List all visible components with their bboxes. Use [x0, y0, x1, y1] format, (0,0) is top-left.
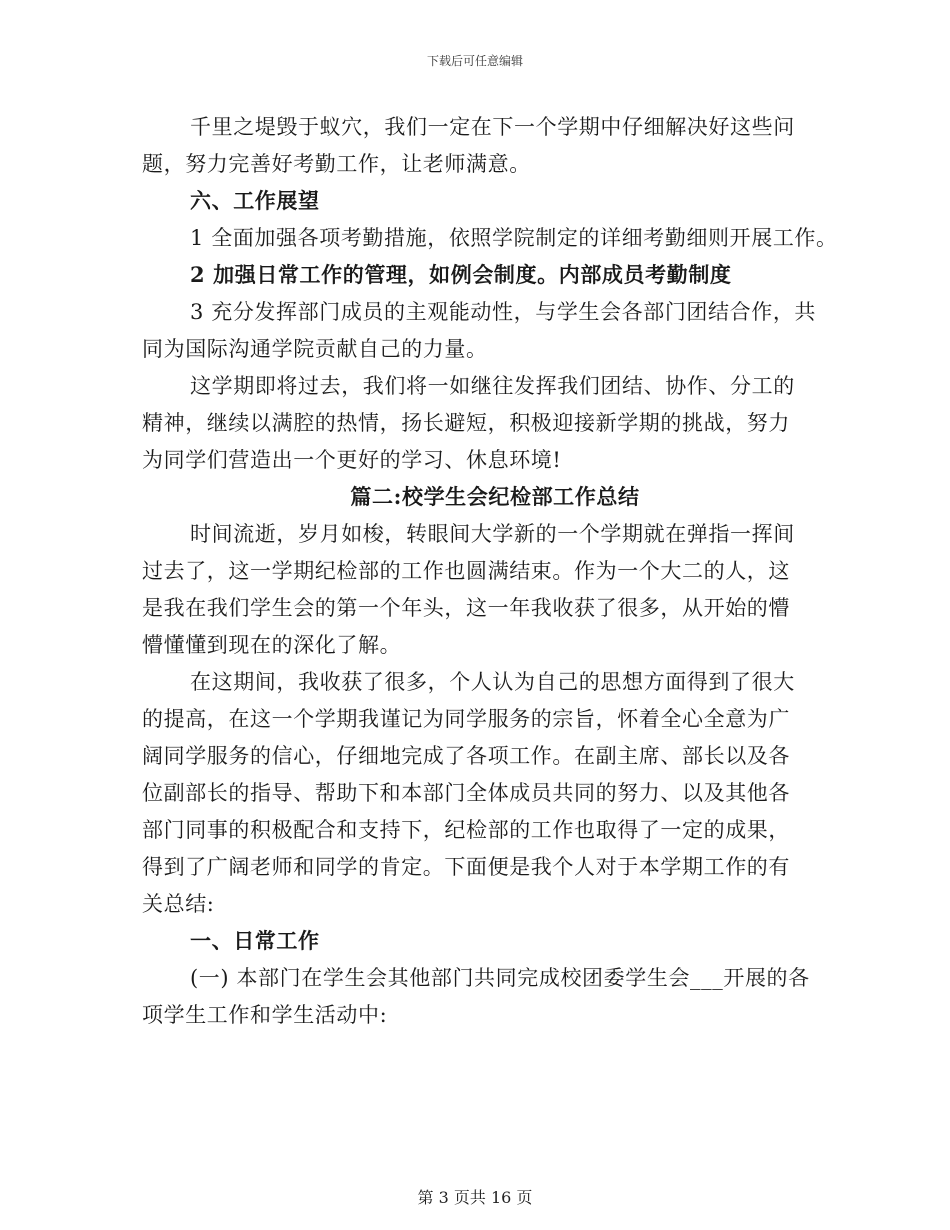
body-line: 懵懂懂到现在的深化了解。 — [142, 633, 402, 657]
body-line: 精神，继续以满腔的热情，扬长避短，积极迎接新学期的挑战，努力 — [142, 411, 790, 435]
body-line: 的提高，在这一个学期我谨记为同学服务的宗旨，怀着全心全意为广 — [142, 707, 790, 731]
body-line: 是我在我们学生会的第一个年头，这一年我收获了很多，从开始的懵 — [142, 596, 790, 620]
body-line: 得到了广阔老师和同学的肯定。下面便是我个人对于本学期工作的有 — [142, 855, 790, 879]
body-line: 阔同学服务的信心，仔细地完成了各项工作。在副主席、部长以及各 — [142, 744, 790, 768]
body-line: 为同学们营造出一个更好的学习、休息环境! — [142, 448, 562, 472]
body-line: 部门同事的积极配合和支持下，纪检部的工作也取得了一定的成果， — [142, 818, 790, 842]
body-line: 过去了，这一学期纪检部的工作也圆满结束。作为一个大二的人，这 — [142, 559, 790, 583]
body-line: 位副部长的指导、帮助下和本部门全体成员共同的努力、以及其他各 — [142, 781, 790, 805]
page-footer: 第 3 页共 16 页 — [417, 1188, 533, 1207]
section-heading: 一、日常工作 — [190, 928, 320, 953]
body-line: 1 全面加强各项考勤措施，依照学院制定的详细考勤细则开展工作。 — [190, 226, 838, 250]
body-line: 在这期间，我收获了很多，个人认为自己的思想方面得到了很大 — [190, 670, 795, 694]
body-line: 这学期即将过去，我们将一如继往发挥我们团结、协作、分工的 — [190, 374, 795, 398]
body-line-bold: 2 加强日常工作的管理，如例会制度。内部成员考勤制度 — [190, 262, 732, 287]
body-line: 项学生工作和学生活动中: — [142, 1003, 388, 1027]
body-line: 千里之堤毁于蚁穴，我们一定在下一个学期中仔细解决好这些问 — [190, 115, 795, 139]
body-line: 同为国际沟通学院贡献自己的力量。 — [142, 337, 488, 361]
article-title: 篇二:校学生会纪检部工作总结 — [350, 484, 640, 509]
body-line: 3 充分发挥部门成员的主观能动性，与学生会各部门团结合作，共 — [190, 300, 817, 324]
body-line: (一) 本部门在学生会其他部门共同完成校团委学生会___开展的各 — [190, 966, 810, 990]
section-heading: 六、工作展望 — [190, 188, 320, 213]
page-header: 下载后可任意编辑 — [426, 54, 523, 68]
body-line: 题，努力完善好考勤工作，让老师满意。 — [142, 152, 531, 176]
body-line: 时间流逝，岁月如梭，转眼间大学新的一个学期就在弹指一挥间 — [190, 522, 795, 546]
body-line: 关总结: — [142, 892, 215, 916]
